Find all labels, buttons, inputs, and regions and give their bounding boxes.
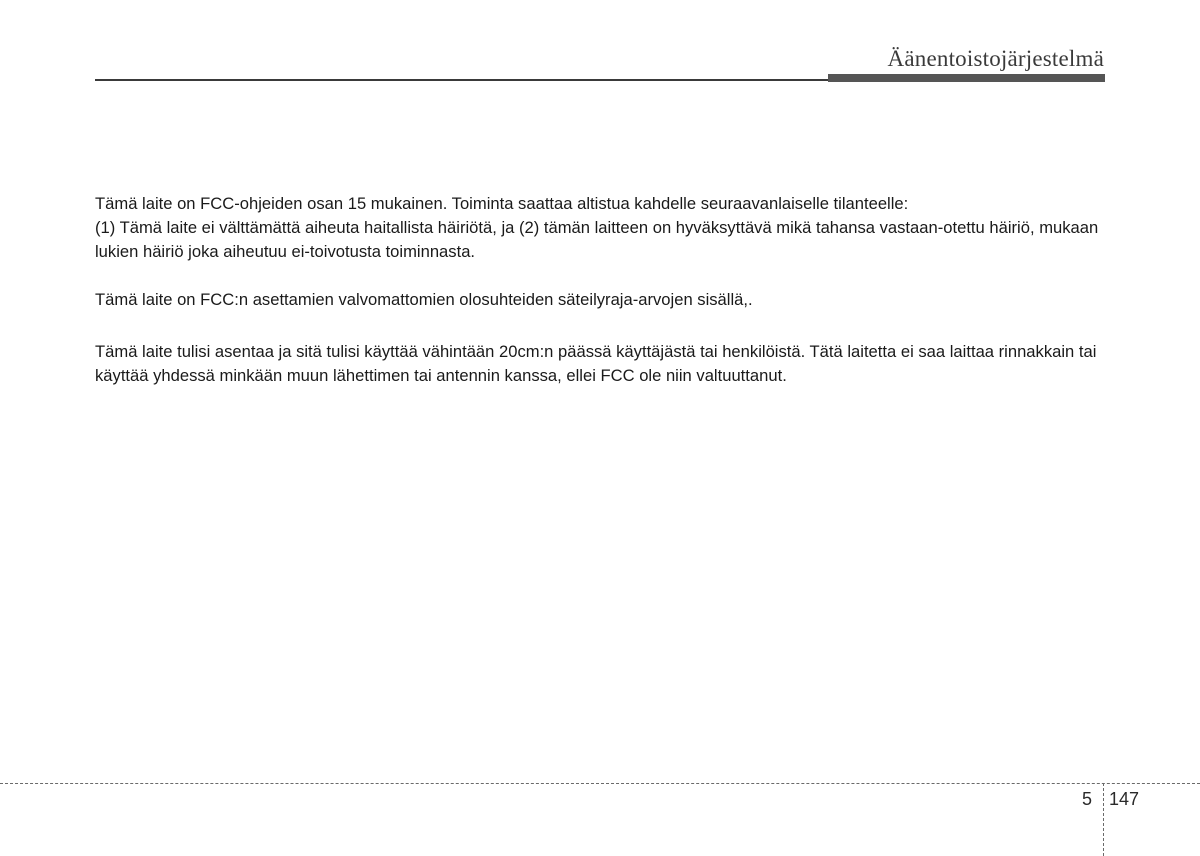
body-content — [95, 192, 1107, 388]
chapter-number: 5 — [1082, 789, 1093, 809]
paragraph-installation-distance: Tämä laite tulisi asentaa ja sitä tulisi käyttää vähintään 20cm:n päässä käyttäjästä tai henkilöistä. Tätä laitetta ei saa laittaa rinnakkain tai käyttää yhdessä minkään muun lähettimen tai antennin kanssa, ellei FCC ole niin valtuuttanut. — [95, 342, 1097, 385]
paragraph-interference-conditions: (1) Tämä laite ei välttämättä aiheuta haitallista häiriötä, ja (2) tämän laitteen on hyväksyttävä mikä tahansa vastaan-otettu häiriö, mukaan lukien häiriö joka aiheutuu ei-toivotusta toiminnasta. — [95, 218, 1099, 261]
paragraph-fcc-compliance: Tämä laite on FCC-ohjeiden osan 15 mukainen. Toiminta saattaa altistua kahdelle seuraavanlaiselle tilanteelle: — [95, 194, 909, 213]
footer-dashed-divider — [1103, 783, 1104, 856]
footer-dashed-rule — [0, 783, 1200, 784]
page-number: 147 — [1109, 789, 1140, 809]
section-title: Äänentoistojärjestelmä — [887, 46, 1104, 71]
paragraph-radiation-limits: Tämä laite on FCC:n asettamien valvomattomien olosuhteiden säteilyraja-arvojen sisällä,. — [95, 290, 753, 309]
header-rule-accent — [828, 74, 1105, 82]
